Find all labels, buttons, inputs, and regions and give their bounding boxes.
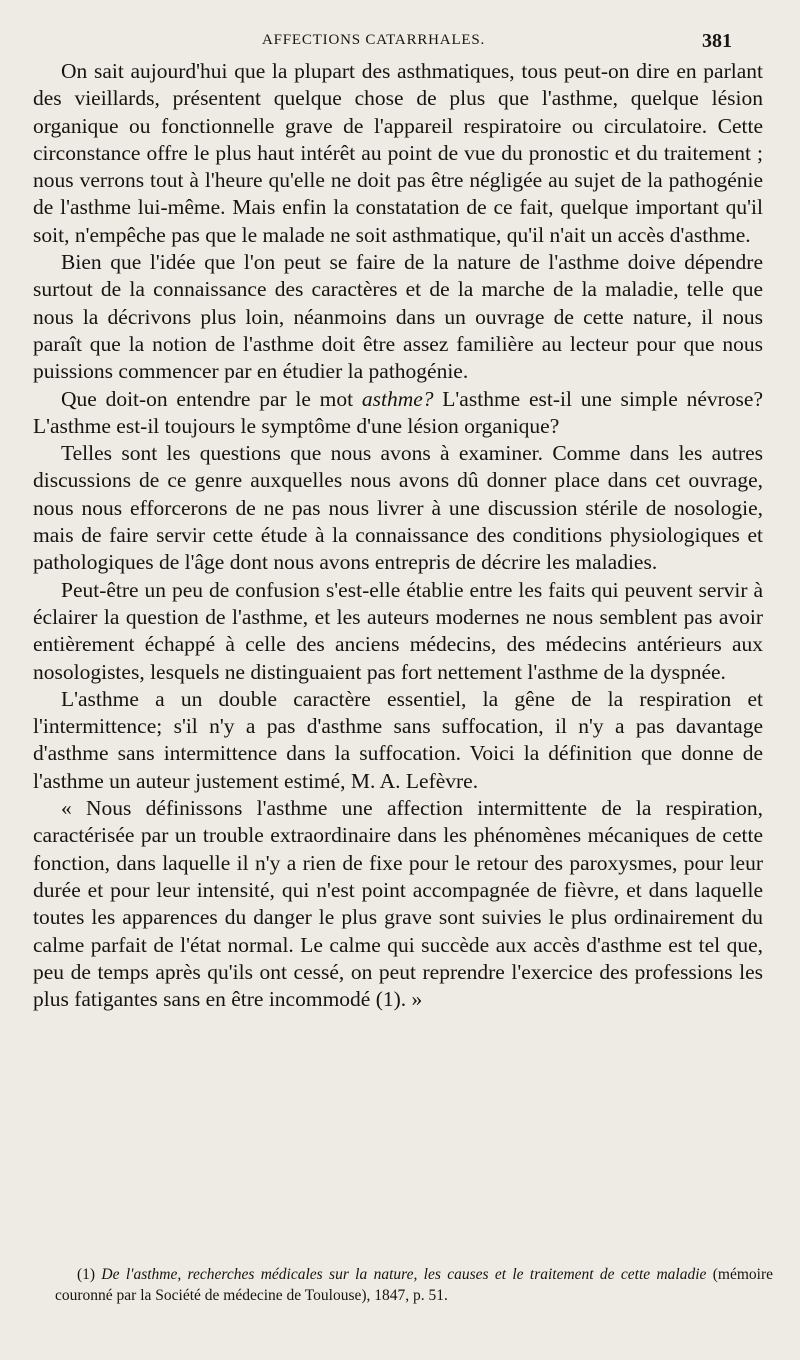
italic-term: asthme? [361, 386, 434, 411]
paragraph-3-end: L'asthme est-il une simple névrose? L'asthme est-il toujours le symptôme d'une lésion organique? [33, 386, 763, 438]
paragraph-3-start: Que doit-on entendre par le mot [61, 386, 362, 411]
paragraph-2: Bien que l'idée que l'on peut se faire de la nature de l'asthme doive dépendre surtout de la connaissance des caractères et de la marche de la maladie, telle que nous la décrivons plus loin, néanmoins dans un ouvrage de cette nature, il nous paraît que la notion de l'asthme doit être assez familière au lecteur pour que nous puissions commencer par en étudier la pathogénie. [33, 250, 763, 384]
footnote-title: De l'asthme, recherches médicales sur la nature, les causes et le traitement de cette maladie [101, 1266, 707, 1283]
paragraph-1: On sait aujourd'hui que la plupart des asthmatiques, tous peut-on dire en parlant des vieillards, présentent quelque chose de plus que l'asthme, quelque lésion organique ou fonctionnelle grave de l'appareil respiratoire ou circulatoire. Cette circonstance offre le plus haut intérêt au point de vue du pronostic et du traitement ; nous verrons tout à l'heure qu'elle ne doit pas être négligée au sujet de la pathogénie de l'asthme lui-même. Mais enfin la constatation de ce fait, quelque important qu'il soit, n'empêche pas que le malade ne soit asthmatique, qu'il n'ait un accès d'asthme. [33, 59, 763, 247]
page-number: 381 [702, 30, 732, 52]
footnote-rest: (mémoire couronné par la Société de médecine de Toulouse), 1847, p. 51. [55, 1266, 774, 1304]
body-text [33, 58, 763, 1013]
paragraph-4: Telles sont les questions que nous avons à examiner. Comme dans les autres discussions de ce genre auxquelles nous avons dû donner place dans cet ouvrage, nous nous efforcerons de ne pas nous livrer à une discussion stérile de nosologie, mais de faire servir cette étude à la connaissance des conditions physiologiques et pathologiques de l'âge dont nous avons entrepris de décrire les maladies. [33, 441, 763, 575]
paragraph-6: L'asthme a un double caractère essentiel, la gêne de la respiration et l'intermittence; s'il n'y a pas d'asthme sans suffocation, il n'y a pas davantage d'asthme sans intermittence dans la suffocation. Voici la définition que donne de l'asthme un auteur justement estimé, M. A. Lefèvre. [33, 686, 763, 793]
footnote [55, 1264, 773, 1306]
paragraph-5: Peut-être un peu de confusion s'est-elle établie entre les faits qui peuvent servir à éclairer la question de l'asthme, et les auteurs modernes ne nous semblent pas avoir entièrement échappé à celle des anciens médecins, des médecins antérieurs aux nosologistes, lesquels ne distinguaient pas fort nettement l'asthme de la dyspnée. [33, 577, 763, 684]
running-title: AFFECTIONS CATARRHALES. [262, 32, 486, 48]
footnote-marker: (1) [77, 1266, 96, 1283]
quotation: « Nous définissons l'asthme une affection intermittente de la respiration, caractérisée par un trouble extraordinaire dans les phénomènes mécaniques de cette fonction, dans laquelle il n'y a rien de fixe pour le retour des paroxysmes, pour leur durée et pour leur intensité, qui n'est point accompagnée de fièvre, et dans laquelle toutes les apparences du danger le plus grave sont suivies le plus ordinairement du calme parfait de l'état normal. Le calme qui succède aux accès d'asthme est tel que, peu de temps après qu'ils ont cessé, on peut reprendre l'exercice des professions les plus fatigantes sans en être incommodé (1). » [33, 796, 763, 1012]
page-header [0, 30, 800, 58]
paragraph-3 [33, 386, 763, 441]
